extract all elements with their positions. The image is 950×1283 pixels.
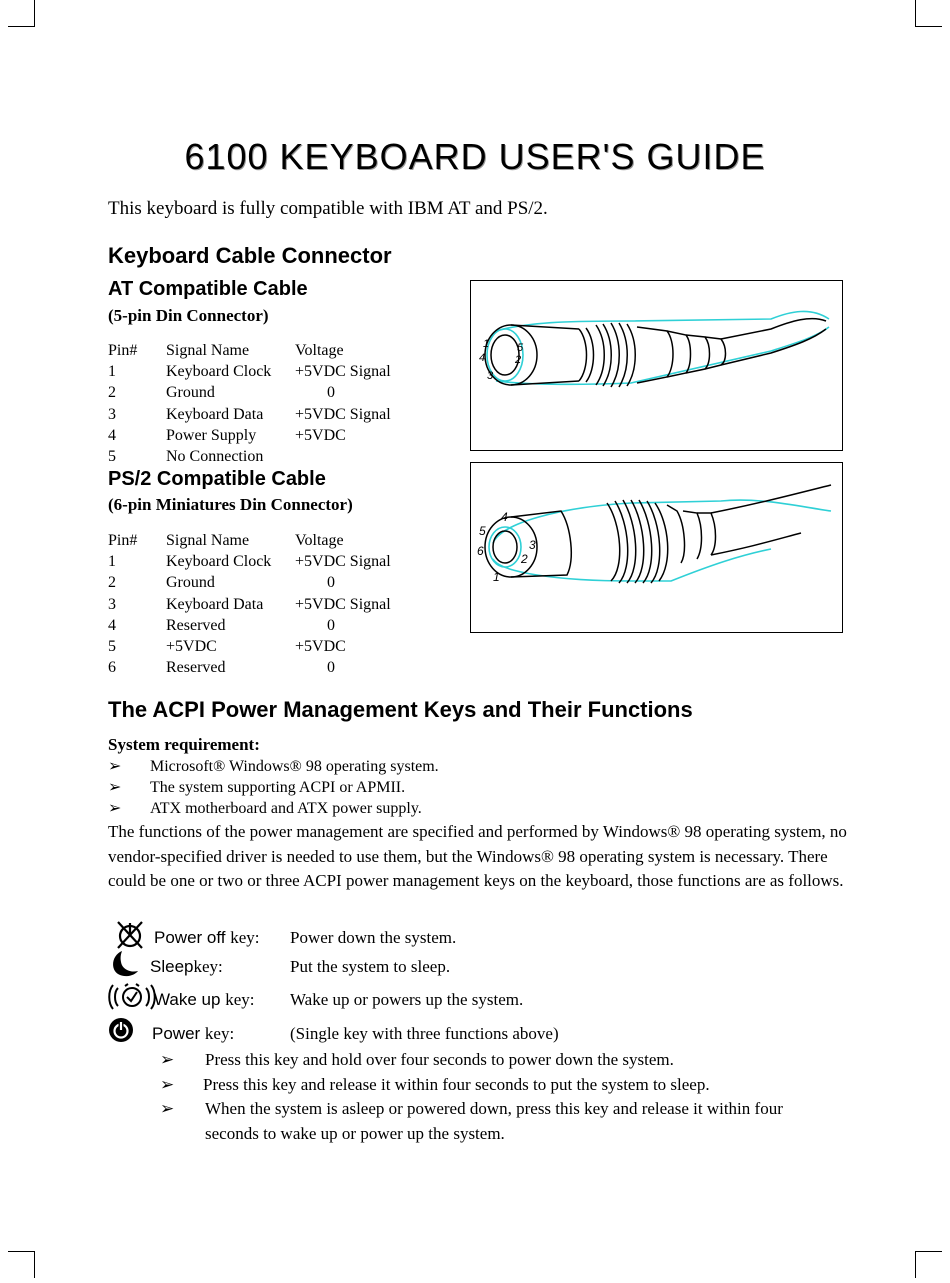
at-cable-heading: AT Compatible Cable [108, 278, 308, 300]
page-title: 6100 KEYBOARD USER'S GUIDE [184, 136, 766, 177]
at-connector-figure [470, 280, 843, 451]
figure-pin-label: 5 [479, 524, 486, 538]
pin-number: 2 [108, 384, 116, 402]
intro-text: This keyboard is fully compatible with IBM AT and PS/2. [108, 198, 548, 219]
acpi-description-paragraph: The functions of the power management are specified and performed by Windows® 98 operating system, no vendor-specified driver is needed to use them, but the Windows® 98 operating system is necessary. There could be one or two or three ACPI power management keys on the keyboard, those functions are as follows. [108, 822, 847, 890]
bullet-arrow-icon: ➢ [160, 1099, 175, 1118]
signal-name: Ground [166, 384, 215, 402]
table-row [108, 382, 405, 403]
table-header-row [108, 340, 405, 361]
at-pin-table [108, 340, 405, 467]
power-icon [108, 1016, 138, 1046]
column-header: Voltage [295, 342, 344, 359]
crop-mark-top-right [915, 0, 942, 27]
bullet-arrow-icon: ➢ [108, 779, 122, 796]
pin-number: 2 [108, 574, 116, 592]
voltage: +5VDC Signal [295, 405, 391, 423]
signal-name: Keyboard Data [166, 595, 264, 613]
requirement-text: Microsoft® Windows® 98 operating system. [150, 758, 439, 775]
voltage [295, 446, 405, 467]
key-description: Power down the system. [290, 928, 457, 947]
pin-number: 5 [108, 638, 116, 656]
sleep-key-row [108, 949, 848, 979]
power-key-row [108, 1016, 848, 1046]
note-text: Press this key and release it within four seconds to put the system to sleep. [203, 1074, 710, 1094]
note-text: seconds to wake up or power up the system. [205, 1123, 505, 1143]
voltage: 0 [327, 574, 335, 592]
pin-number: 6 [108, 659, 116, 677]
column-header: Pin# [108, 532, 138, 549]
pin-number: 5 [108, 448, 116, 466]
pin-number: 4 [108, 616, 116, 634]
signal-name: Reserved [166, 616, 226, 634]
pin-number: 3 [108, 595, 116, 613]
table-header-row [108, 530, 405, 551]
key-name [154, 928, 260, 948]
voltage: +5VDC [295, 426, 346, 444]
requirement-text: ATX motherboard and ATX power supply. [150, 800, 422, 817]
table-row [108, 636, 405, 657]
key-suffix: key: [225, 990, 255, 1009]
ps2-cable-heading: PS/2 Compatible Cable [108, 468, 326, 490]
voltage: +5VDC Signal [295, 595, 391, 613]
figure-pin-label: 1 [483, 338, 490, 350]
bullet-arrow-icon: ➢ [108, 800, 122, 817]
signal-name: Keyboard Clock [166, 363, 272, 381]
table-row [108, 572, 405, 593]
ps2-connector-figure [470, 462, 843, 633]
bullet-arrow-icon: ➢ [160, 1050, 175, 1069]
acpi-section-heading: The ACPI Power Management Keys and Their Functions [108, 697, 693, 722]
voltage: 0 [327, 659, 335, 677]
pin-number: 4 [108, 426, 116, 444]
at-connector-illustration [471, 281, 842, 450]
cable-section-heading: Keyboard Cable Connector [108, 243, 392, 268]
table-row [108, 361, 405, 382]
signal-name: Power Supply [166, 426, 257, 444]
table-row [108, 551, 405, 572]
key-label: Power off [154, 928, 226, 947]
note-text: Press this key and hold over four seconds to power down the system. [205, 1050, 674, 1069]
wake-up-alarm-icon [108, 982, 158, 1012]
bullet-arrow-icon: ➢ [160, 1074, 175, 1094]
figure-pin-label: 6 [477, 544, 484, 558]
signal-name: Keyboard Data [166, 405, 264, 423]
key-description: Wake up or powers up the system. [290, 990, 524, 1009]
figure-pin-label: 2 [521, 552, 528, 566]
figure-pin-label: 2 [515, 354, 522, 366]
pin-number: 1 [108, 553, 116, 571]
voltage: 0 [327, 384, 335, 402]
at-cable-subheading: (5-pin Din Connector) [108, 306, 269, 325]
signal-name: Keyboard Clock [166, 553, 272, 571]
key-name [154, 990, 254, 1010]
wake-up-key-row [108, 982, 848, 1012]
table-row [108, 425, 405, 446]
column-header: Pin# [108, 342, 138, 359]
key-suffix: key: [204, 1024, 235, 1043]
key-suffix: key: [230, 928, 260, 947]
requirement-text: The system supporting ACPI or APMII. [150, 779, 406, 796]
power-off-key-row [108, 920, 848, 950]
key-label: Wake up [154, 990, 221, 1009]
key-name [150, 957, 223, 977]
table-row [108, 657, 405, 678]
key-label: Power [152, 1024, 201, 1043]
system-requirement-label: System requirement: [108, 735, 260, 754]
key-description: Put the system to sleep. [290, 957, 451, 976]
table-row [108, 594, 405, 615]
figure-pin-label: 1 [493, 570, 500, 584]
ps2-connector-illustration [471, 463, 842, 632]
crop-mark-bottom-left [8, 1251, 35, 1278]
key-name [152, 1024, 234, 1044]
note-text: When the system is asleep or powered down, press this key and release it within four [205, 1099, 783, 1118]
figure-pin-label: 3 [487, 370, 494, 382]
voltage: +5VDC Signal [295, 363, 391, 381]
crop-mark-top-left [8, 0, 35, 27]
ps2-cable-subheading: (6-pin Miniatures Din Connector) [108, 495, 353, 514]
pin-number: 1 [108, 363, 116, 381]
signal-name: No Connection [166, 448, 264, 466]
pin-number: 3 [108, 405, 116, 423]
signal-name: Ground [166, 574, 215, 592]
signal-name: Reserved [166, 659, 226, 677]
sleep-moon-icon [108, 949, 144, 979]
figure-pin-label: 5 [517, 342, 524, 354]
power-off-icon [108, 920, 148, 950]
bullet-arrow-icon: ➢ [108, 758, 122, 775]
table-row [108, 404, 405, 425]
crop-mark-bottom-right [915, 1251, 942, 1278]
voltage: +5VDC [295, 638, 346, 656]
ps2-pin-table [108, 530, 405, 678]
column-header: Signal Name [166, 342, 250, 359]
table-row [108, 446, 405, 467]
table-row [108, 615, 405, 636]
figure-pin-label: 4 [501, 510, 508, 524]
key-suffix: key: [193, 957, 223, 976]
column-header: Signal Name [166, 532, 250, 549]
figure-pin-label: 4 [479, 352, 486, 364]
figure-pin-label: 3 [529, 538, 536, 552]
column-header: Voltage [295, 532, 344, 549]
key-description: (Single key with three functions above) [290, 1024, 559, 1043]
key-label: Sleep [150, 957, 194, 976]
signal-name: +5VDC [166, 638, 217, 656]
voltage: 0 [327, 616, 335, 634]
voltage: +5VDC Signal [295, 553, 391, 571]
